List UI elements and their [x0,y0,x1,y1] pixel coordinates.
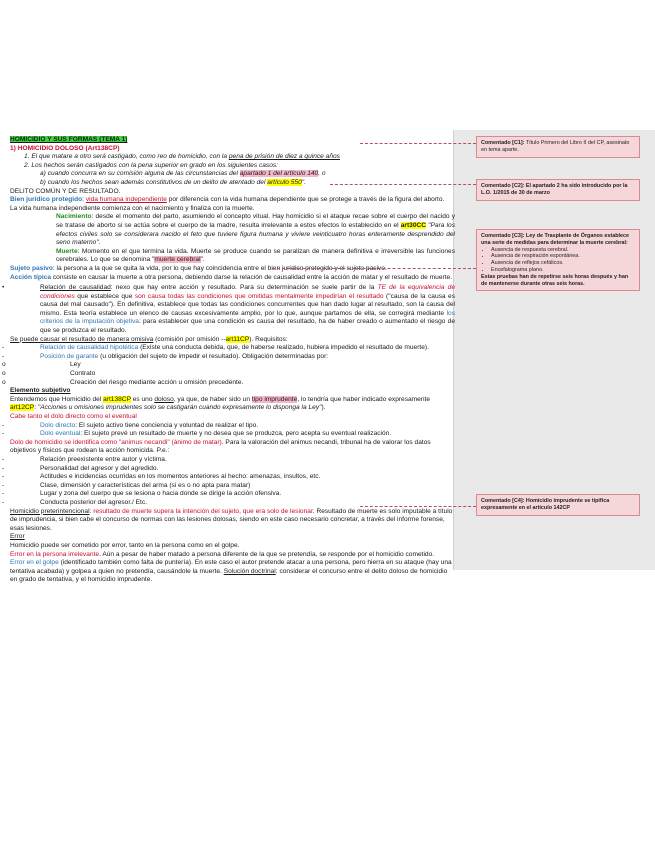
comment-anchor-c4: tipo imprudente [251,395,298,403]
requisito-item-1: - Relación de causalidad hipotética (Existe una conducta debida, que, de haberse realizado, hubiera impedido el resultado de muerte). [2,344,429,352]
relacion-causalidad-item: • Relación de causalidad: nexo que hay entre acción y resultado. Para su determinación se suele partir de la TE de la equivalencia de condiciones que establece que son causa todas las condiciones que omitidas mentalmente impedirían el resultado ("causa de la causa es causa del mal causado"). En definitiva, establece que todas las condiciones concurrentes que han dado lugar al resultado, son la causa del mismo. Esta teoría establece un elenco de causas excesivamente amplio, por lo que, aunque partamos de ella, se corregirá mediante los criterios de la imputación objetiva: para establecer que una condición es causa del resultado, ha de haber creado o aumentado el riesgo de que se produzca el resultado. [2,284,455,335]
comment-connector [330,184,476,185]
garante-item: o Creación del riesgo mediante acción u omisión precedente. [2,378,244,386]
dolo-eventual-item: - Dolo eventual: El sujeto prevé un resultado de muerte y no desea que se produzca, pero acepta su eventual realización. [2,430,392,438]
omisiva-paragraph: Se puede causar el resultado de manera omisiva (comisión por omisión --art11CP). Requisitos: [10,335,288,343]
comment-c3[interactable]: Comentado [C3]: Ley de Trasplante de Órganos establece una serie de medidas para determinar la muerte cerebral: • Ausencia de respuesta cerebral. • Ausencia de respiración espontánea. • Ausencia de reflejos cefálicos. • Encefalograma plano. Estas pruebas han de repetirse seis horas después y han de mantenerse durante otras seis horas. [476,229,640,291]
preterintencional-paragraph: Homicidio preterintencional: resultado de muerte supera la intención del sujeto, que era solo de lesionar. Resultado de muerte es solo imputable a título de imprudencia, si bien cabe el concurso de normas con las lesiones dolosas, siendo en este caso necesario concretar, a través del informe forense, esas lesiones. [10,507,453,532]
comment-c4[interactable]: Comentado [C4]: Homicidio imprudente se tipifica expresamente en el artículo 142CP [476,494,640,516]
cabe-dolo: Cabe tanto el dolo directo como el eventual [10,413,137,420]
comment-list-item: • Ausencia de respuesta cerebral. [491,247,635,254]
comment-connector [272,268,476,269]
comment-connector [360,143,476,144]
garante-item: o Ley [2,361,81,369]
delito-comun: DELITO COMÚN Y DE RESULTADO. [10,187,121,195]
article-paragraph-1: 1. El que matare a otro será castigado, como reo de homicidio, con la pena de prisión de diez a quince años [24,153,340,161]
article-paragraph-2: 2. Los hechos serán castigados con la pena superior en grado en los siguientes casos: [24,161,279,169]
elemento-subjetivo-paragraph: Entendemos que Homicidio del art138CP es uno doloso, ya que, de haber sido un tipo imprudente, lo tendría que haber indicado expresamente art12CP: "Acciones u omisiones imprudentes solo se castigarán cuando expresamente lo disponga la Ley"). [10,395,431,412]
muerte-paragraph: Muerte: Momento en el que termina la vida. Muerte se produce cuando se paralizan de manera definitiva e irreversible las funciones cerebrales. Lo que se denomina "muerte cerebral". [56,247,455,264]
article-paragraph-2b: b) cuando los hechos sean además constitutivos de un delito de atentado del artículo 550". [40,178,306,186]
error-golpe-paragraph: Error en el golpe (identificado también como falta de puntería). En este caso el autor pretende atacar a una persona, pero hierra en su ataque (hay una tentativa acabada) y golpea a quien no pretendía, causándole la muerte. Solución doctrinal: considerar el concurso entre el delito doloso de homicidio en grado de tentativa, y el homicidio imprudente. [10,559,452,584]
elemento-subjetivo-title: Elemento subjetivo [10,387,71,395]
nacimiento-paragraph: Nacimiento: desde el momento del parto, asumiendo el concepto vitual. Hay homicidio si el ataque recae sobre el cuerpo del nacido y se tratase de aborto si se actúa sobre el cuerpo de la madre, resulta irrelevante a estos efectos lo establecido en el art30CC "Para los efectos civiles solo se considerara nacido el feto que tuviere figura humana y viviere veinticuatro horas enteramente desprendido del seno materno". [56,213,455,247]
error-paragraph: Homicidio puede ser cometido por error, tanto en la persona como en el golpe. [10,541,240,549]
comment-connector [360,506,476,507]
comment-anchor-c1: apartado 1 del artículo 140 [239,170,319,178]
requisito-item-2: - Posición de garante (u obligación del sujeto de impedir el resultado). Obligación determinadas por: [2,352,329,360]
accion-tipica-paragraph: Acción típica consiste en causar la muerte a otra persona, debiendo darse la relación de causalidad entre la acción de matar y el resultado de muerte. [10,273,453,281]
animus-necandi-paragraph: Dolo de homicidio se identifica como "animus necandi" (ánimo de matar). Para la valoración del animus necandi, tribunal ha de valorar los datos objetivos y físicos que rodean la acción homicida. P.e.: [10,438,431,455]
comment-c1[interactable]: Comentado [C1]: Título Primero del Libro II del CP, asesinato en tema aparte. [476,136,640,158]
dato-objetivo-item: - Clase, dimensión y características del arma (si es o no apta para matar) [2,481,251,489]
comment-list-item: • Ausencia de respiración espontánea. [491,253,635,260]
vida-paragraph: La vida humana independiente comienza con el nacimiento y finaliza con la muerte. [10,204,255,212]
comment-c2[interactable]: Comentado [C2]: El apartado 2 ha sido introducido por la L.O. 1/2015 de 30 de marzo [476,179,640,201]
document-body [2,130,455,585]
comment-list-item: • Encefalograma plano. [491,267,635,274]
dato-objetivo-item: - Conducta posterior del agresor./ Etc. [2,498,148,506]
article-paragraph-2a: a) cuando concurra en su comisión alguna de las circunstancias del apartado 1 del artículo 140, o [40,170,326,178]
dato-objetivo-item: - Relación preexistente entre autor y víctima. [2,455,167,463]
section-title-homicidio-doloso: 1) HOMICIDIO DOLOSO (Art138CP) [10,144,120,152]
error-title: Error [10,533,25,541]
dato-objetivo-item: - Actitudes e incidencias ocurridas en los momentos anteriores al hecho: amenazas, insultos, etc. [2,473,321,481]
error-persona-paragraph: Error en la persona irrelevante. Aún a pesar de haber matado a persona diferente de la que se pretendía, se responde por el homicidio cometido. [10,550,435,558]
bien-juridico-paragraph: Bien jurídico protegido: vida humana independiente por diferencia con la vida humana dependiente que se protege a través de la figura del aborto. [10,196,445,204]
dato-objetivo-item: - Lugar y zona del cuerpo que se lesiona o hacia donde se dirige la acción ofensiva. [2,490,282,498]
garante-item: o Contrato [2,370,96,378]
dato-objetivo-item: - Personalidad del agresor y del agredido. [2,464,159,472]
dolo-directo-item: - Dolo directo: El sujeto activo tiene conciencia y voluntad de realizar el tipo. [2,421,259,429]
sujeto-pasivo-paragraph: Sujeto pasivo: la persona a la que se quita la vida, por lo que hay coincidencia entre el bien jurídico protegido y el sujeto pasivo. [10,264,387,272]
comment-list-item: • Ausencia de reflejos cefálicos. [491,260,635,267]
comment-anchor-c3: muerte cerebral [154,256,201,264]
comment-anchor-c2: artículo 550 [267,178,302,186]
document-heading: HOMICIDIO Y SUS FORMAS (TEMA 1) [10,136,128,143]
